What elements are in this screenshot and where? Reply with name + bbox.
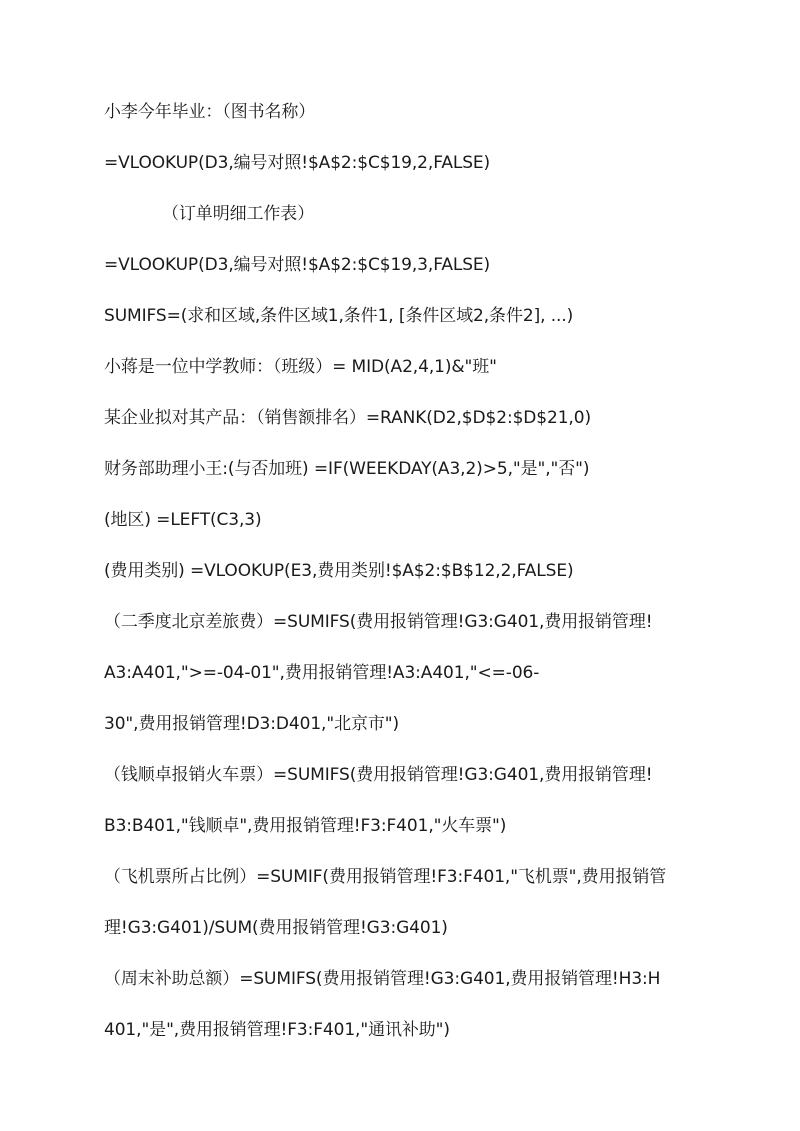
text-line: 小李今年毕业：（图书名称） — [104, 102, 316, 122]
text-line: 小蒋是一位中学教师：（班级）= MID(A2,4,1)&"班" — [104, 357, 497, 377]
text-line: 401,"是",费用报销管理!F3:F401,"通讯补助") — [104, 1020, 450, 1040]
text-line: 理!G3:G401)/SUM(费用报销管理!G3:G401) — [104, 918, 448, 938]
text-line: （飞机票所占比例）=SUMIF(费用报销管理!F3:F401,"飞机票",费用报销管 — [104, 867, 667, 887]
text-line: 财务部助理小王:(与否加班) =IF(WEEKDAY(A3,2)>5,"是","否") — [104, 459, 590, 479]
text-line: =VLOOKUP(D3,编号对照!$A$2:$C$19,3,FALSE) — [104, 255, 491, 275]
text-line: B3:B401,"钱顺卓",费用报销管理!F3:F401,"火车票") — [104, 816, 507, 836]
text-line: (费用类别) =VLOOKUP(E3,费用类别!$A$2:$B$12,2,FALSE) — [104, 561, 574, 581]
text-line: （钱顺卓报销火车票）=SUMIFS(费用报销管理!G3:G401,费用报销管理! — [104, 765, 653, 785]
text-line: 30",费用报销管理!D3:D401,"北京市") — [104, 714, 400, 734]
text-line: （订单明细工作表） — [162, 204, 315, 224]
text-line: (地区) =LEFT(C3,3) — [104, 510, 262, 530]
text-line: A3:A401,">=-04-01",费用报销管理!A3:A401,"<=-06- — [104, 663, 540, 683]
text-line: （二季度北京差旅费）=SUMIFS(费用报销管理!G3:G401,费用报销管理! — [104, 612, 653, 632]
text-line: SUMIFS=(求和区域,条件区域1,条件1, [条件区域2,条件2], ...) — [104, 306, 574, 326]
text-line: （周末补助总额）=SUMIFS(费用报销管理!G3:G401,费用报销管理!H3:H — [104, 969, 661, 989]
text-line: =VLOOKUP(D3,编号对照!$A$2:$C$19,2,FALSE) — [104, 153, 491, 173]
text-line: 某企业拟对其产品：（销售额排名）=RANK(D2,$D$2:$D$21,0) — [104, 408, 591, 428]
